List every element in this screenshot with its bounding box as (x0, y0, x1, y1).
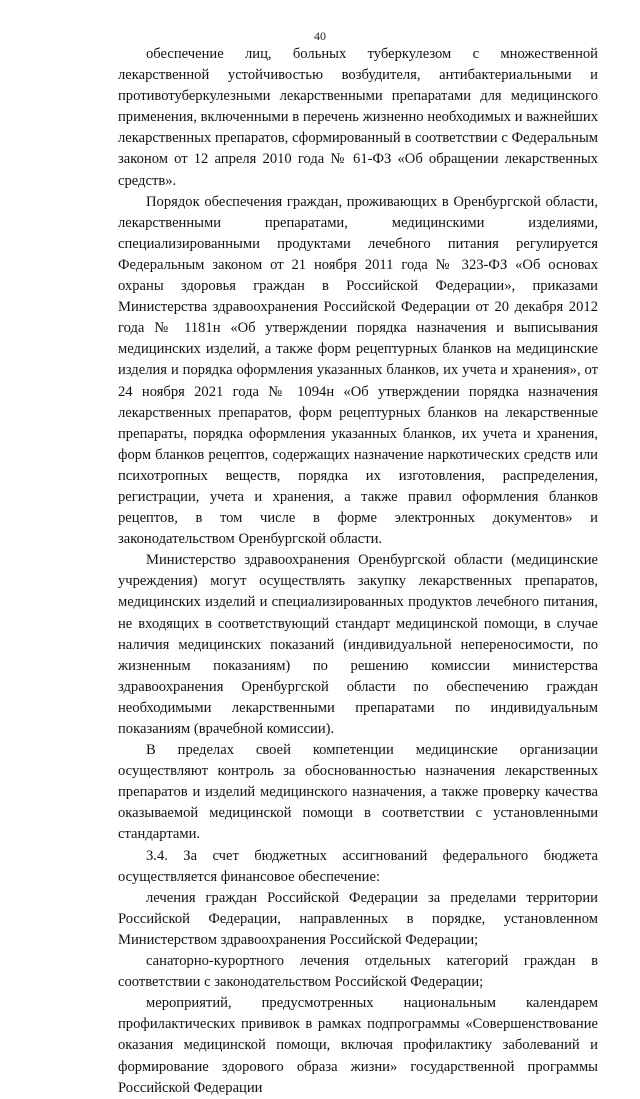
paragraph-sanatorium-treatment: санаторно-курортного лечения отдельных категорий граждан в соответствии с законодательством Российской Федерации; (118, 953, 598, 991)
paragraph-ministry-procurement: Министерство здравоохранения Оренбургской области (медицинские учреждения) могут осуществлять закупку лекарственных препаратов, медицинских изделий и специализированных продуктов лечебного питания, не входящих в соответствующий стандарт медицинской помощи, в случае наличия медицинских показаний (индивидуальной непереносимости, по жизненным показаниям) по решению комиссии министерства здравоохранения Оренбургской области по обеспечению граждан необходимыми лекарственными препаратами по индивидуальным показаниям (врачебной комиссии). (118, 552, 598, 737)
paragraph-provision-procedure: Порядок обеспечения граждан, проживающих в Оренбургской области, лекарственными препаратами, медицинскими изделиями, специализированными продуктами лечебного питания регулируется Федеральным законом от 21 ноября 2011 года № 323-ФЗ «Об основах охраны здоровья граждан в Российской Федерации», приказами Министерства здравоохранения Российской Федерации от 20 декабря 2012 года № 1181н «Об утверждении порядка назначения и выписывания медицинских изделий, а также форм рецептурных бланков на медицинские изделия и порядка оформления указанных бланков, их учета и хранения», от 24 ноября 2021 года № 1094н «Об утверждении порядка назначения лекарственных препаратов, форм рецептурных бланков на лекарственные препараты, порядка оформления указанных бланков, их учета и хранения, форм бланков рецептов, содержащих назначение наркотических средств или психотропных веществ, порядка их изготовления, распределения, регистрации, учета и хранения, а также правил оформления бланков рецептов, в том числе в форме электронных документов» и законодательством Оренбургской области. (118, 193, 598, 548)
page-number: 40 (314, 29, 326, 43)
paragraph-vaccination-calendar: мероприятий, предусмотренных национальным календарем профилактических прививок в рамках подпрограммы «Совершенствование оказания медицинской помощи, включая профилактику заболеваний и формирование здорового образа жизни» государственной программы Российской Федерации (118, 995, 598, 1096)
paragraph-section-3-4: 3.4. За счет бюджетных ассигнований федерального бюджета осуществляется финансовое обеспечение: (118, 847, 598, 885)
paragraph-quality-control: В пределах своей компетенции медицинские организации осуществляют контроль за обоснованностью назначения лекарственных препаратов и изделий медицинского назначения, а также проверку качества оказываемой медицинской помощи в соответствии с установленными стандартами. (118, 742, 598, 843)
paragraph-tb-drug-provision: обеспечение лиц, больных туберкулезом с множественной лекарственной устойчивостью возбудителя, антибактериальными и противотуберкулезными лекарственными препаратами для медицинского применения, включенными в перечень жизненно необходимых и важнейших лекарственных препаратов, сформированный в соответствии с Федеральным законом от 12 апреля 2010 года № 61-ФЗ «Об обращении лекарственных средств». (118, 46, 598, 189)
paragraph-treatment-abroad: лечения граждан Российской Федерации за пределами территории Российской Федерации, направленных в порядке, установленном Министерством здравоохранения Российской Федерации; (118, 889, 598, 948)
page-body (118, 44, 598, 1099)
